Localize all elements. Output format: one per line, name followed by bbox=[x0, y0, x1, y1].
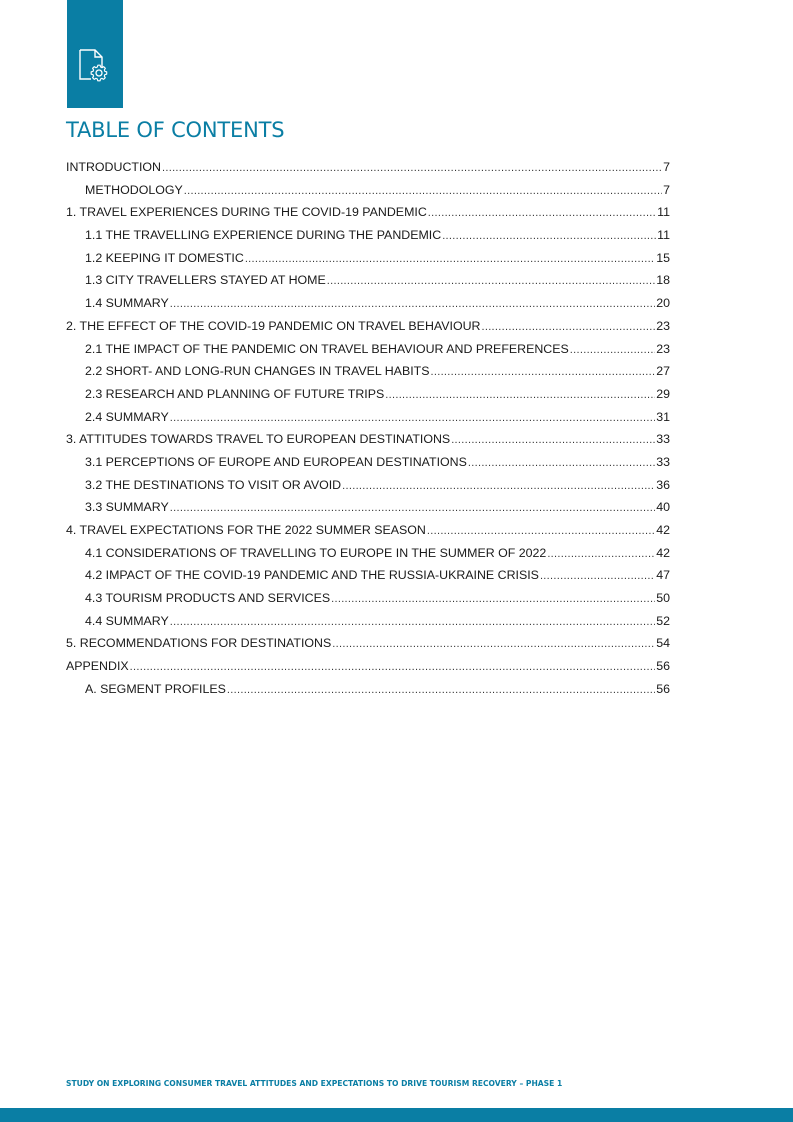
toc-dot-leader bbox=[570, 338, 655, 362]
toc-page-number: 50 bbox=[656, 591, 670, 606]
toc-entry-label: 1.2 KEEPING IT DOMESTIC bbox=[85, 250, 244, 265]
toc-entry[interactable] bbox=[66, 156, 670, 179]
toc-entry[interactable] bbox=[66, 428, 670, 451]
toc-page-number: 56 bbox=[656, 659, 670, 674]
toc-dot-leader bbox=[227, 678, 655, 702]
toc-page-number: 11 bbox=[657, 205, 670, 220]
toc-page-number: 7 bbox=[663, 182, 670, 197]
toc-entry[interactable] bbox=[66, 655, 670, 678]
toc-page-number: 33 bbox=[656, 432, 670, 447]
toc-page-number: 29 bbox=[656, 386, 670, 401]
toc-dot-leader bbox=[468, 451, 655, 475]
toc-dot-leader bbox=[547, 542, 655, 566]
toc-dot-leader bbox=[245, 247, 655, 271]
toc-entry[interactable] bbox=[66, 269, 670, 292]
footer-bar bbox=[0, 1108, 793, 1122]
toc-entry[interactable] bbox=[66, 338, 670, 361]
toc-entry[interactable] bbox=[66, 542, 670, 565]
toc-page-number: 7 bbox=[663, 160, 670, 174]
toc-entry-label: 3.1 PERCEPTIONS OF EUROPE AND EUROPEAN DESTINATIONS bbox=[85, 454, 467, 469]
toc-page-number: 42 bbox=[656, 545, 670, 560]
toc-entry[interactable] bbox=[66, 224, 670, 247]
table-of-contents bbox=[66, 156, 670, 701]
toc-entry[interactable] bbox=[66, 632, 670, 655]
footer-text: STUDY ON EXPLORING CONSUMER TRAVEL ATTITUDES AND EXPECTATIONS TO DRIVE TOURISM RECOVERY – PHASE 1 bbox=[66, 1079, 563, 1088]
toc-entry-label: 4.3 TOURISM PRODUCTS AND SERVICES bbox=[85, 591, 331, 606]
toc-entry-label: INTRODUCTION bbox=[66, 160, 161, 174]
toc-entry-label: 4.2 IMPACT OF THE COVID-19 PANDEMIC AND THE RUSSIA-UKRAINE CRISIS bbox=[85, 568, 539, 583]
toc-entry-label: 1.4 SUMMARY bbox=[85, 296, 169, 311]
toc-dot-leader bbox=[331, 587, 655, 611]
toc-entry-label: 2.4 SUMMARY bbox=[85, 409, 169, 424]
toc-entry-label: 2.3 RESEARCH AND PLANNING OF FUTURE TRIPS bbox=[85, 386, 385, 401]
toc-dot-leader bbox=[428, 201, 656, 225]
toc-entry-label: 4.1 CONSIDERATIONS OF TRAVELLING TO EUROPE IN THE SUMMER OF 2022 bbox=[85, 545, 547, 560]
document-gear-icon bbox=[77, 48, 111, 84]
toc-entry[interactable] bbox=[66, 678, 670, 701]
toc-page-number: 18 bbox=[656, 273, 670, 288]
toc-dot-leader bbox=[427, 519, 655, 543]
toc-dot-leader bbox=[184, 179, 662, 203]
toc-dot-leader bbox=[385, 383, 655, 407]
toc-entry[interactable] bbox=[66, 496, 670, 519]
toc-page-number: 33 bbox=[656, 454, 670, 469]
header-tab bbox=[67, 0, 123, 108]
toc-entry[interactable] bbox=[66, 610, 670, 633]
toc-entry-label: A. SEGMENT PROFILES bbox=[85, 681, 226, 696]
toc-page-number: 56 bbox=[656, 681, 670, 696]
toc-entry-label: 4.4 SUMMARY bbox=[85, 613, 169, 628]
toc-entry[interactable] bbox=[66, 451, 670, 474]
toc-page-number: 31 bbox=[656, 409, 670, 424]
toc-entry[interactable] bbox=[66, 519, 670, 542]
toc-entry-label: 1.3 CITY TRAVELLERS STAYED AT HOME bbox=[85, 273, 326, 288]
toc-entry-label: 2.1 THE IMPACT OF THE PANDEMIC ON TRAVEL BEHAVIOUR AND PREFERENCES bbox=[85, 341, 569, 356]
toc-entry-label: 1. TRAVEL EXPERIENCES DURING THE COVID-19 PANDEMIC bbox=[66, 205, 427, 220]
toc-dot-leader bbox=[170, 496, 655, 520]
toc-entry[interactable] bbox=[66, 406, 670, 429]
toc-dot-leader bbox=[431, 360, 656, 384]
toc-page-number: 27 bbox=[656, 364, 670, 379]
toc-dot-leader bbox=[170, 292, 655, 316]
toc-entry[interactable] bbox=[66, 474, 670, 497]
toc-entry-label: 2. THE EFFECT OF THE COVID-19 PANDEMIC ON TRAVEL BEHAVIOUR bbox=[66, 318, 481, 333]
toc-page-number: 47 bbox=[656, 568, 670, 583]
toc-dot-leader bbox=[327, 269, 655, 293]
toc-entry-label: APPENDIX bbox=[66, 659, 129, 674]
toc-entry[interactable] bbox=[66, 383, 670, 406]
toc-entry-label: 2.2 SHORT- AND LONG-RUN CHANGES IN TRAVEL HABITS bbox=[85, 364, 430, 379]
toc-page-number: 11 bbox=[657, 228, 670, 243]
toc-page-number: 20 bbox=[656, 296, 670, 311]
toc-entry[interactable] bbox=[66, 360, 670, 383]
toc-page-number: 15 bbox=[656, 250, 670, 265]
toc-dot-leader bbox=[540, 564, 655, 588]
toc-dot-leader bbox=[451, 428, 655, 452]
toc-entry[interactable] bbox=[66, 564, 670, 587]
toc-page-number: 40 bbox=[656, 500, 670, 515]
toc-page-number: 23 bbox=[656, 318, 670, 333]
toc-entry-label: 1.1 THE TRAVELLING EXPERIENCE DURING THE PANDEMIC bbox=[85, 228, 442, 243]
toc-page-number: 42 bbox=[656, 523, 670, 537]
toc-dot-leader bbox=[130, 655, 656, 679]
toc-page-number: 52 bbox=[656, 613, 670, 628]
toc-dot-leader bbox=[342, 474, 655, 498]
toc-dot-leader bbox=[162, 156, 662, 180]
toc-dot-leader bbox=[481, 315, 655, 339]
toc-dot-leader bbox=[332, 632, 655, 656]
toc-entry[interactable] bbox=[66, 587, 670, 610]
page-title: TABLE OF CONTENTS bbox=[66, 118, 285, 142]
toc-entry-label: 3.2 THE DESTINATIONS TO VISIT OR AVOID bbox=[85, 477, 342, 492]
toc-entry-label: 5. RECOMMENDATIONS FOR DESTINATIONS bbox=[66, 636, 332, 651]
toc-entry[interactable] bbox=[66, 292, 670, 315]
toc-entry-label: 3. ATTITUDES TOWARDS TRAVEL TO EUROPEAN DESTINATIONS bbox=[66, 432, 451, 447]
toc-entry[interactable] bbox=[66, 315, 670, 338]
toc-page-number: 54 bbox=[656, 636, 670, 651]
toc-entry[interactable] bbox=[66, 179, 670, 202]
toc-entry-label: 4. TRAVEL EXPECTATIONS FOR THE 2022 SUMMER SEASON bbox=[66, 523, 426, 537]
toc-dot-leader bbox=[442, 224, 656, 248]
toc-entry-label: METHODOLOGY bbox=[85, 182, 183, 197]
toc-entry[interactable] bbox=[66, 201, 670, 224]
toc-dot-leader bbox=[170, 610, 655, 634]
toc-page-number: 36 bbox=[656, 477, 670, 492]
toc-page-number: 23 bbox=[656, 341, 670, 356]
toc-entry[interactable] bbox=[66, 247, 670, 270]
toc-dot-leader bbox=[170, 406, 655, 430]
toc-entry-label: 3.3 SUMMARY bbox=[85, 500, 169, 515]
